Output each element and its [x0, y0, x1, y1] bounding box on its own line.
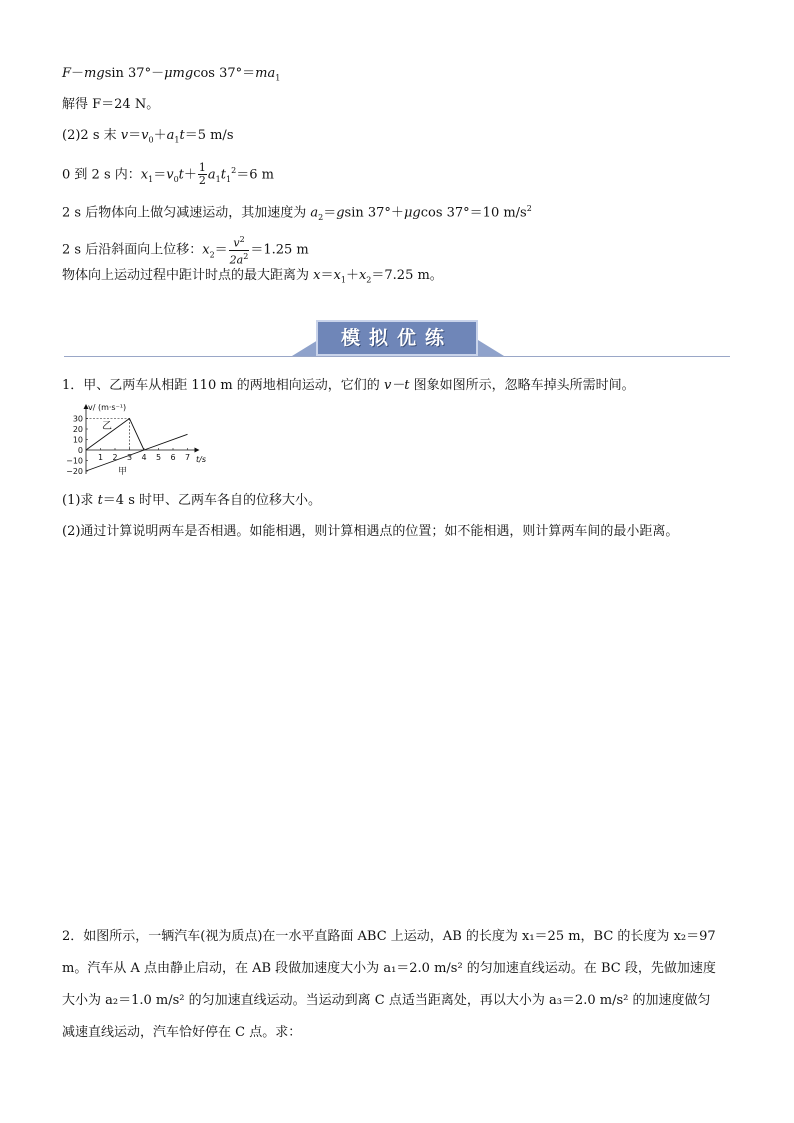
x-axis-arrow: [195, 448, 200, 453]
displacement-x2: 2 s 后沿斜面向上位移：$x_2=$ $\frac{v^2}{2a^2}$ ＝1.25 m: [62, 235, 309, 267]
equation-force: F－mgsin 37°－μmgcos $37^\circ=ma_1$: [62, 66, 281, 83]
y-tick-label: 10: [72, 435, 83, 445]
y-axis-label: v/ (m·s⁻¹): [88, 403, 127, 412]
q2-line1: 2．如图所示，一辆汽车(视为质点)在一水平直路面 ABC 上运动，AB 的长度为 x₁＝25 m，BC 的长度为 x₂＝97: [62, 929, 716, 944]
x-tick-label: 1: [97, 453, 104, 462]
fraction-half: $\frac{1}{2}$: [198, 161, 206, 188]
banner-wing-right: [478, 340, 504, 356]
x-tick-label: 2: [112, 453, 118, 462]
banner-rule: [64, 356, 730, 357]
x-tick-label: 6: [170, 453, 176, 462]
banner-wing-left: [292, 340, 318, 356]
x-tick-label: 3: [126, 453, 133, 462]
q2-line2: m。汽车从 A 点由静止启动，在 AB 段做加速度大小为 a₁＝2.0 m/s² 的匀加速直线运动。在 BC 段，先做加速度: [62, 961, 716, 976]
series-label-yi: 乙: [102, 421, 112, 432]
y-tick-label: −10: [66, 456, 83, 466]
q1-sub2: (2)通过计算说明两车是否相遇。如能相遇，则计算相遇点的位置；如不能相遇，则计算两车间的最小距离。: [62, 524, 679, 539]
q1-stem: 1．甲、乙两车从相距 110 m 的两地相向运动，它们的 v－t 图象如图所示，忽略车掉头所需时间。: [62, 378, 635, 393]
x-tick-label: 7: [184, 453, 191, 462]
fraction-v2-over-2a: $\frac{v^2}{2a^2}$: [229, 235, 249, 267]
x-tick-label: 4: [141, 453, 147, 462]
y-tick-label: 30: [72, 414, 83, 424]
q2-line4: 减速直线运动，汽车恰好停在 C 点。求：: [62, 1025, 302, 1040]
q2-line3: 大小为 a₂＝1.0 m/s² 的匀加速直线运动。当运动到离 C 点适当距离处，再以大小为 a₃＝2.0 m/s² 的加速度做匀: [62, 993, 711, 1008]
x-tick-label: 5: [155, 453, 162, 462]
series-yi-line: [86, 419, 144, 451]
y-tick-label: 0: [77, 446, 83, 455]
q1-sub1: (1)求 t＝4 s 时甲、乙两车各自的位移大小。: [62, 493, 322, 508]
displacement-x1: 0 到 2 s 内：$x_1=v_0t+$ $\frac{1}{2}$ $a_1t_1^2=6$ m: [62, 161, 274, 188]
banner-title: 模拟优练: [340, 327, 453, 349]
graph-ticks: [66, 415, 190, 477]
velocity-at-2s: (2)2 s 末 $v=v_0+a_1t=5$ m/s: [62, 128, 234, 145]
y-tick-label: 20: [72, 425, 83, 434]
max-distance: 物体向上运动过程中距计时点的最大距离为 $x=x_1+x_2=7.25$ m。: [62, 268, 443, 285]
section-banner: [64, 318, 730, 364]
vt-graph: [62, 402, 212, 480]
series-label-jia: 甲: [118, 467, 128, 477]
result-force: 解得 F＝24 N。: [62, 97, 160, 112]
deceleration-a2: 2 s 后物体向上做匀减速运动，其加速度为 $a_2=gsin$ 37°＋μgcos 37°＝10 $m/s^2$: [62, 204, 532, 222]
y-tick-label: −20: [66, 467, 83, 476]
x-axis-label: t/s: [196, 455, 206, 464]
